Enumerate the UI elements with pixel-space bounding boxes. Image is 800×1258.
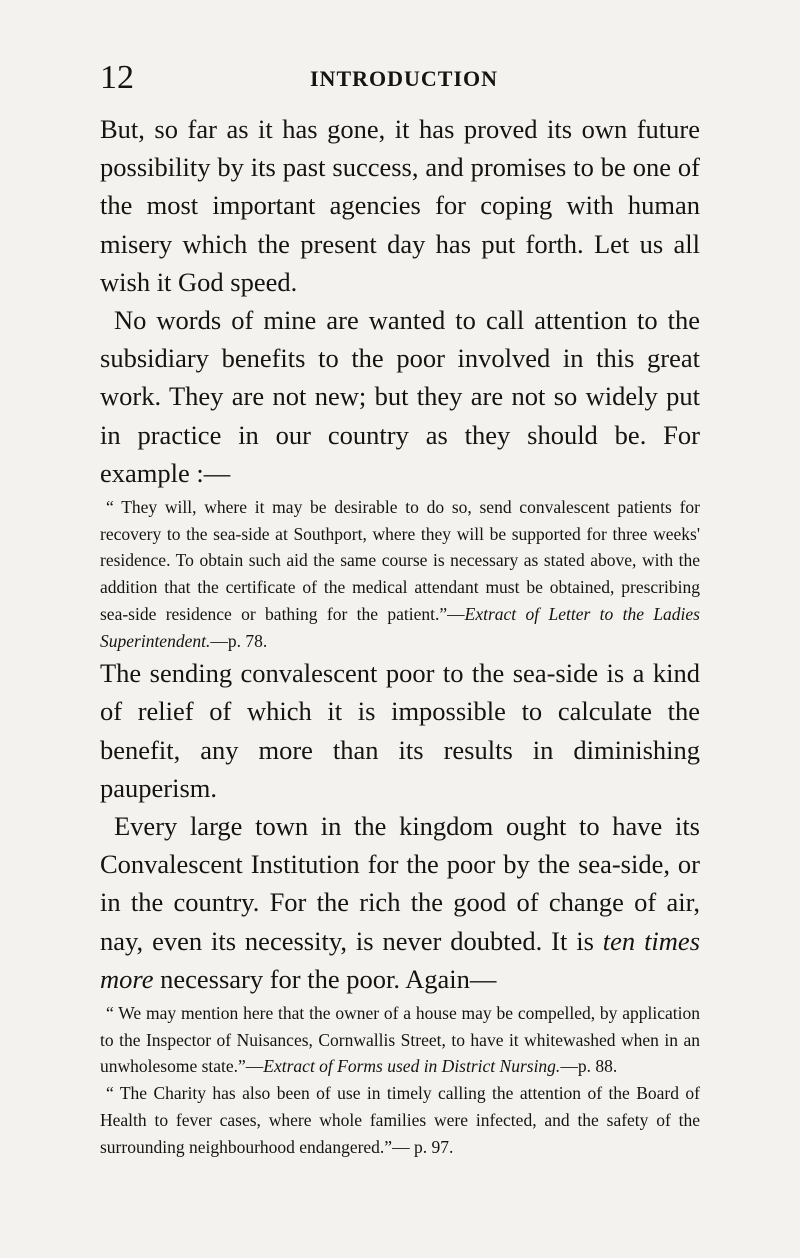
quotation-source: Extract of Forms used in District Nursing.: [263, 1056, 561, 1077]
emphasis-text: ten times more: [100, 925, 701, 994]
paragraph-progress: But, so far as it has gone, it has proved its own future possibility by its past success, and promises to be one of the most important agencies for coping with human misery which the present day has put forth. Let us all wish it God speed.: [100, 114, 700, 297]
quotation-page: —p. 78.: [210, 630, 268, 651]
running-title: INTRODUCTION: [310, 66, 499, 91]
body-text: [100, 110, 700, 1160]
paragraph-text-end: necessary for the poor. Again—: [153, 963, 497, 994]
quotation-text: “ We may mention here that the owner of a house may be compelled, by application to the Inspector of Nuisances, Cornwallis Street, to have it whitewashed when in an unwholesome state.”—: [100, 1003, 700, 1077]
paragraph-subsidiary-benefits: No words of mine are wanted to call attention to the subsidiary benefits to the poor involved in this great work. They are not new; but they are not so widely put in practice in our country as they should be. For example :—: [100, 305, 700, 488]
quotation-page: —p. 88.: [560, 1056, 618, 1077]
quotation-charity: “ The Charity has also been of use in timely calling the attention of the Board of Health to fever cases, where whole families were infected, and the safety of the surrounding neighbourhood endangered.”— p. 97.: [100, 1083, 700, 1157]
page-number: 12: [100, 59, 134, 96]
paragraph-sea-side-relief: The sending convalescent poor to the sea-side is a kind of relief of which it is impossible to calculate the benefit, any more than its results in diminishing pauperism.: [100, 658, 700, 803]
paragraph-text: Every large town in the kingdom ought to have its Convalescent Institution for the poor by the sea-side, or in the country. For the rich the good of change of air, nay, even its necessity, is never doubted. It is: [100, 811, 700, 956]
paragraph-convalescent-institution: [100, 807, 700, 998]
running-head: [100, 58, 700, 98]
quotation-source: Extract of Letter to the Ladies Superintendent.: [100, 603, 700, 651]
quotation-letter-extract: [100, 494, 700, 654]
quotation-text: “ They will, where it may be desirable to do so, send convalescent patients for recovery to the sea-side at Southport, where they will be supported for three weeks' residence. To obtain such aid the same course is necessary as stated above, with the addition that the certificate of the medical attendant must be obtained, prescribing sea-side residence or bathing for the patient.”—: [100, 497, 700, 624]
quotation-forms-extract: [100, 1000, 700, 1080]
